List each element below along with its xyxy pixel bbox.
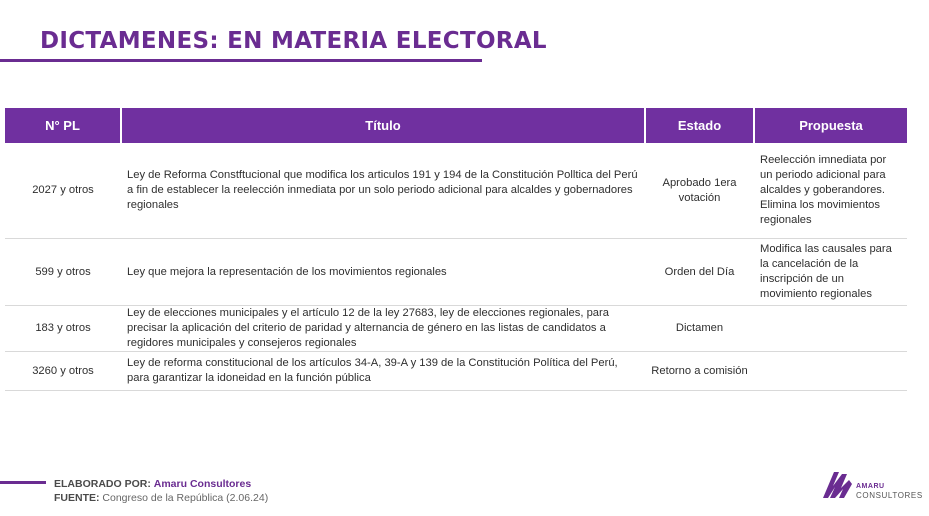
cell-titulo: Ley de Reforma Constftucional que modifica los articulos 191 y 194 de la Constitución Polltica del Perú a fin de establecer la reelección inmediata por un solo periodo adicional para alcaldes y gobernadores regionales [121, 143, 645, 239]
logo-brand-line1: AMARU [856, 483, 885, 490]
cell-estado: Dictamen [645, 306, 754, 352]
footer-elaborado [54, 477, 268, 491]
table-row [5, 143, 907, 239]
cell-titulo: Ley de elecciones municipales y el artículo 12 de la ley 27683, ley de elecciones regionales, para precisar la aplicación del criterio de paridad y alternancia de género en las listas de candidatos a regidores municipales y consejeros regionales [121, 306, 645, 352]
footer-credits [54, 477, 268, 505]
cell-titulo: Ley de reforma constitucional de los artículos 34-A, 39-A y 139 de la Constitución Política del Perú, para garantizar la idoneidad en la función pública [121, 352, 645, 391]
logo-brand-line2: CONSULTORES [856, 491, 923, 500]
header-propuesta: Propuesta [754, 108, 907, 143]
cell-propuesta: Modifica las causales para la cancelación de la inscripción de un movimiento regionales [754, 239, 907, 306]
footer-fuente [54, 491, 268, 505]
cell-estado: Retorno a comisión [645, 352, 754, 391]
cell-propuesta [754, 306, 907, 352]
title-underline [0, 59, 482, 62]
amaru-logo [822, 468, 922, 502]
dictamenes-table [5, 108, 907, 391]
header-npl: N° PL [5, 108, 121, 143]
elaborado-label: ELABORADO POR: [54, 478, 151, 490]
cell-estado: Aprobado 1era votación [645, 143, 754, 239]
cell-propuesta: Reelección imnediata por un periodo adicional para alcaldes y goberandores. Elimina los movimientos regionales [754, 143, 907, 239]
cell-titulo: Ley que mejora la representación de los movimientos regionales [121, 239, 645, 306]
cell-npl: 3260 y otros [5, 352, 121, 391]
cell-npl: 2027 y otros [5, 143, 121, 239]
fuente-value: Congreso de la República (2.06.24) [102, 492, 269, 504]
table-header-row [5, 108, 907, 143]
header-titulo: Título [121, 108, 645, 143]
table-row [5, 239, 907, 306]
elaborado-value: Amaru Consultores [153, 478, 252, 490]
table-row [5, 352, 907, 391]
page-title: DICTAMENES: EN MATERIA ELECTORAL [40, 28, 547, 54]
cell-npl: 183 y otros [5, 306, 121, 352]
cell-npl: 599 y otros [5, 239, 121, 306]
cell-estado: Orden del Día [645, 239, 754, 306]
footer-rule [0, 481, 46, 484]
table-row [5, 306, 907, 352]
cell-propuesta [754, 352, 907, 391]
header-estado: Estado [645, 108, 754, 143]
fuente-label: FUENTE: [54, 492, 100, 504]
amaru-logo-icon [822, 468, 856, 500]
